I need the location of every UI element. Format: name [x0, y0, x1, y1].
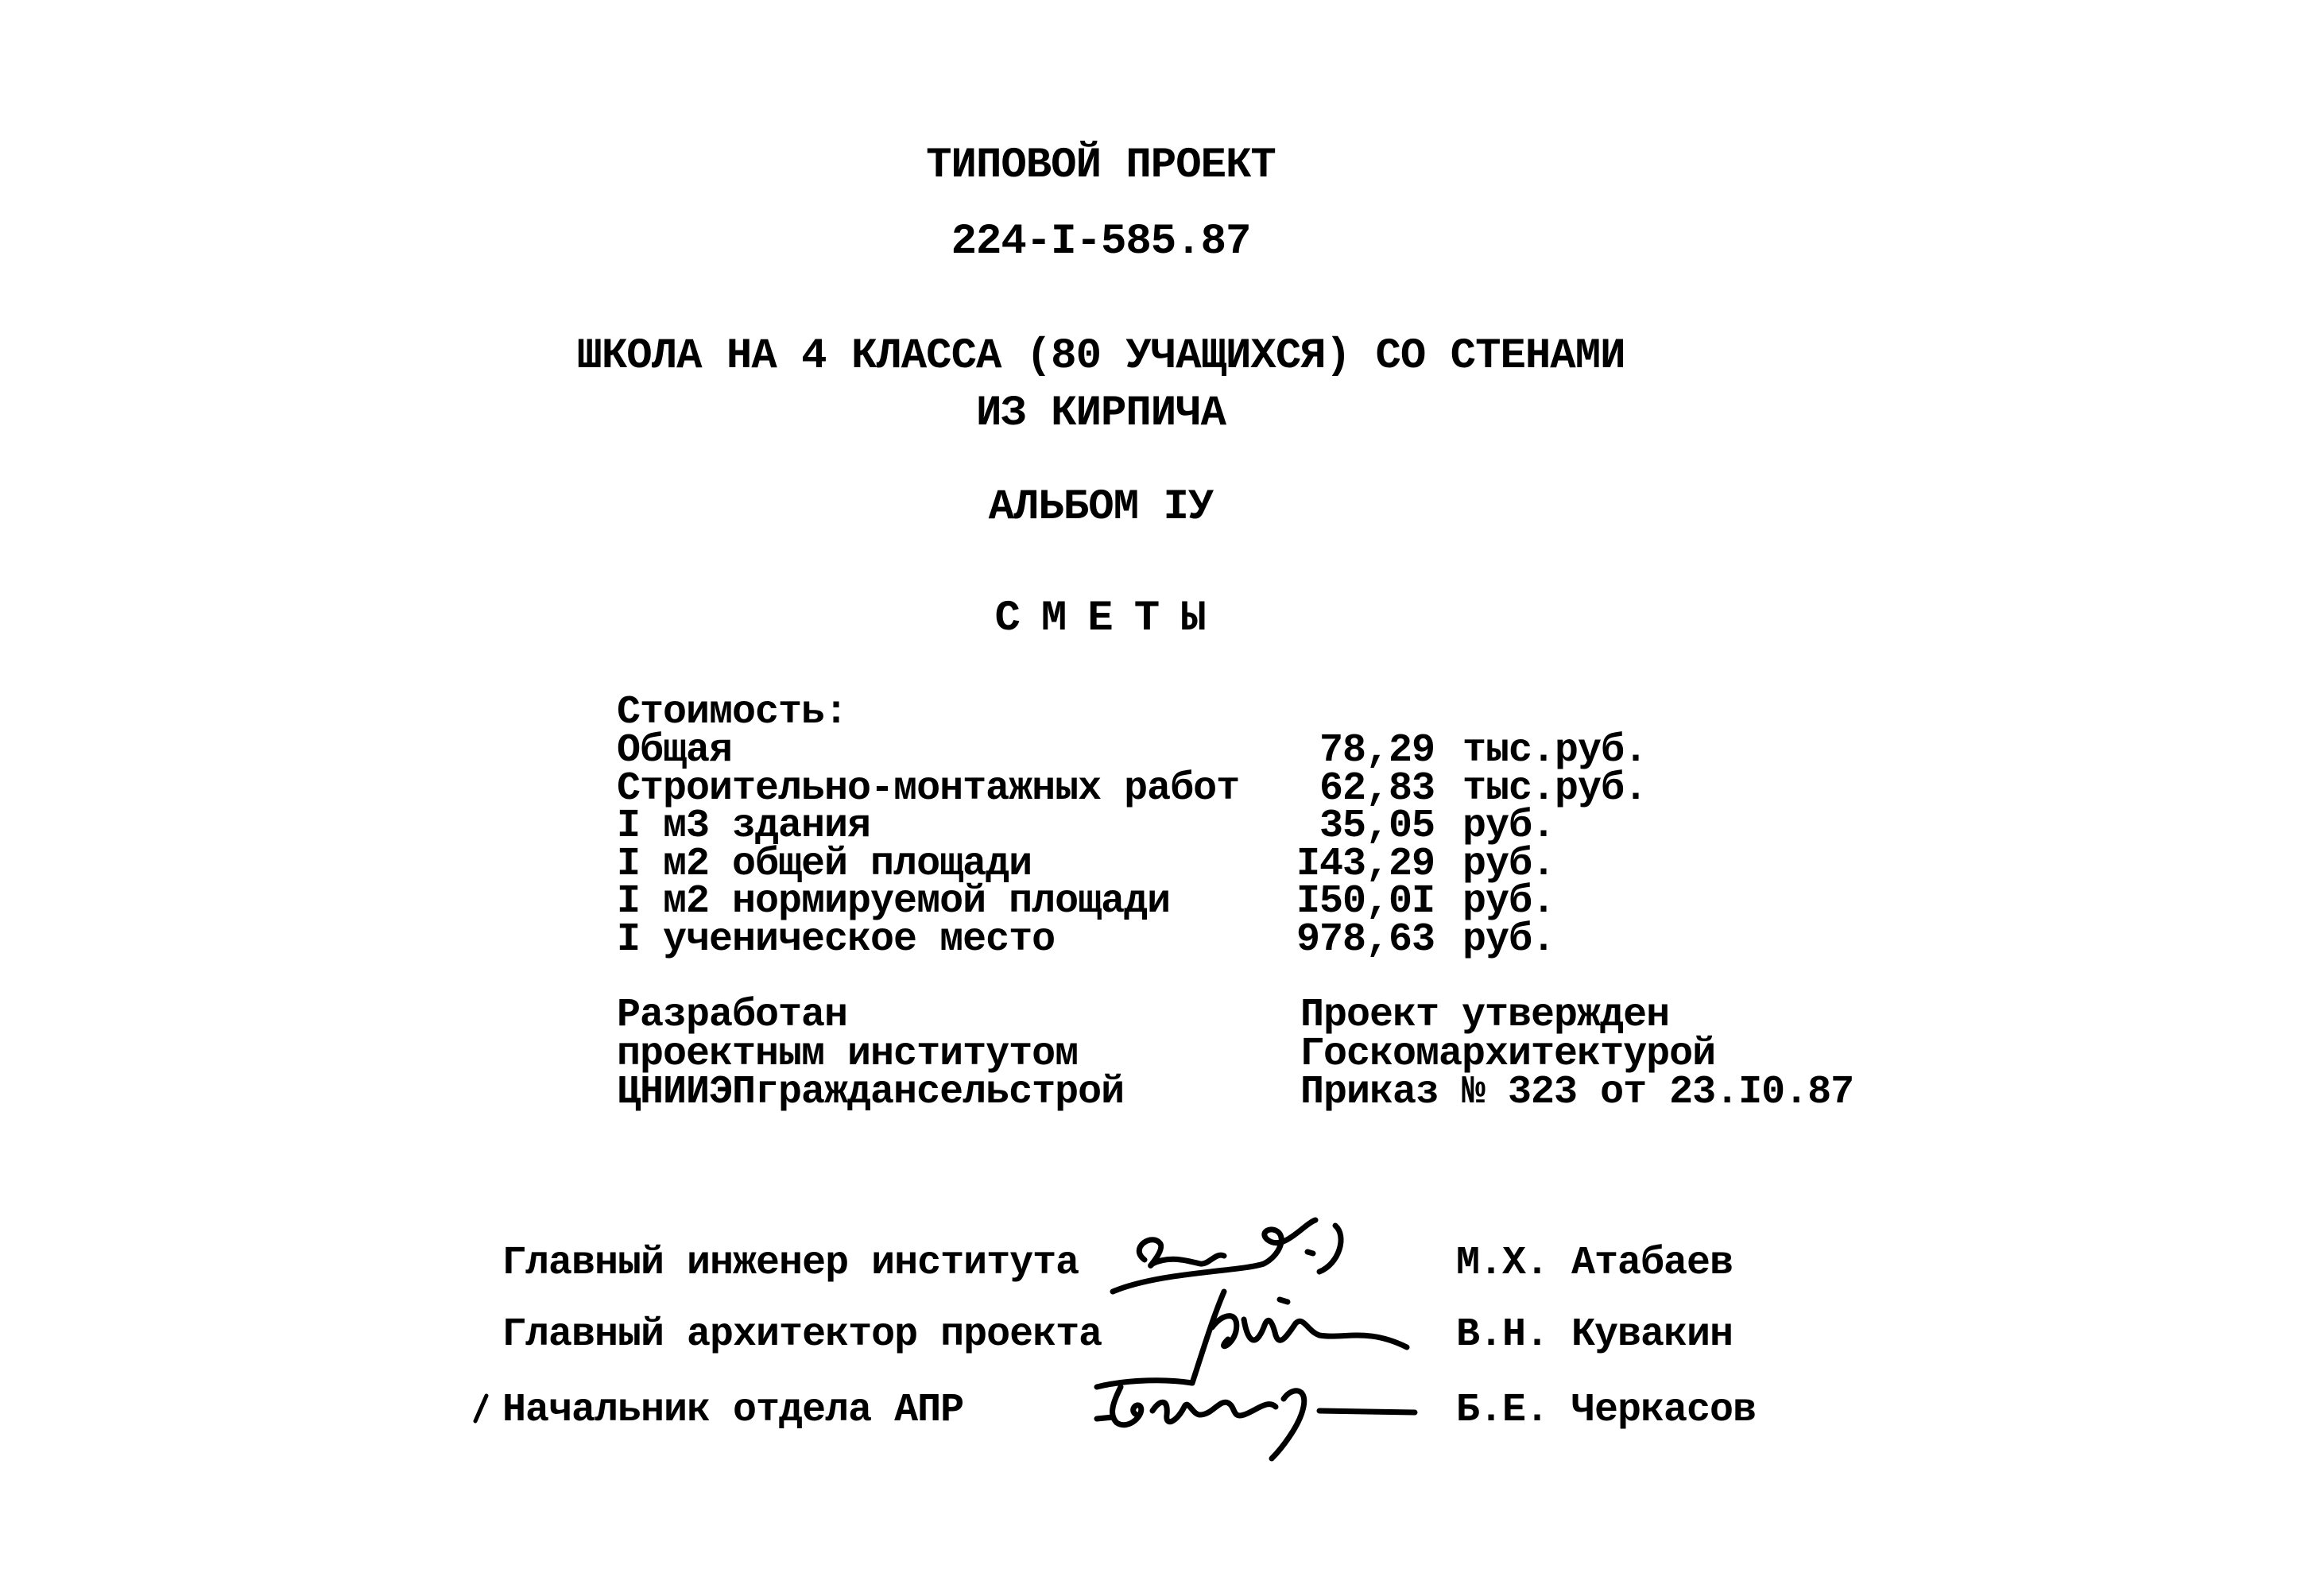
album-label: АЛЬБОМ IУ	[988, 483, 1214, 532]
project-title-line-1: ШКОЛА НА 4 КЛАССА (80 УЧАЩИХСЯ) СО СТЕНАМИ	[576, 332, 1625, 381]
developer-line-2: проектным институтом	[617, 1032, 1079, 1077]
cost-unit: тыс.руб.	[1462, 766, 1648, 812]
cost-heading: Стоимость:	[617, 690, 848, 735]
cost-label: I м2 нормируемой площади	[617, 879, 1171, 924]
project-title-line-2: ИЗ КИРПИЧА	[975, 389, 1226, 438]
section-title: СМЕТЫ	[994, 595, 1227, 643]
approval-line-1: Проект утвержден	[1300, 993, 1670, 1038]
cost-unit: руб.	[1462, 804, 1555, 849]
signature-image	[1081, 1371, 1431, 1466]
cost-value: 35,05	[1319, 804, 1435, 849]
cost-label: Общая	[617, 728, 733, 773]
approval-line-3: Приказ № 323 от 23.I0.87	[1300, 1070, 1854, 1115]
project-number: 224-I-585.87	[951, 218, 1251, 266]
signatory-name: В.Н. Кувакин	[1456, 1312, 1733, 1358]
cost-value: I50,0I	[1296, 879, 1435, 924]
signatory-position: Главный инженер института	[502, 1241, 1079, 1286]
developer-line-3: ЦНИИЭПграждансельстрой	[617, 1070, 1125, 1115]
cost-label: I ученическое место	[617, 917, 1056, 963]
signatory-name: М.Х. Атабаев	[1456, 1241, 1733, 1286]
developer-line-1: Разработан	[617, 993, 848, 1038]
signatory-position: Начальник отдела АПР	[502, 1388, 964, 1433]
cost-unit: руб.	[1462, 842, 1555, 887]
cost-value: 62,83	[1319, 766, 1435, 812]
cost-label: I м3 здания	[617, 804, 871, 849]
cost-unit: тыс.руб.	[1462, 728, 1648, 773]
cost-label: I м2 общей площади	[617, 842, 1032, 887]
cost-label: Строительно-монтажных работ	[617, 766, 1240, 812]
cost-unit: руб.	[1462, 879, 1555, 924]
margin-tick-mark	[469, 1393, 493, 1424]
cost-unit: руб.	[1462, 917, 1555, 963]
signatory-name: Б.Е. Черкасов	[1456, 1388, 1757, 1433]
project-type-label: ТИПОВОЙ ПРОЕКТ	[926, 141, 1276, 190]
cost-value: 978,63	[1296, 917, 1435, 963]
approval-line-2: Госкомархитектурой	[1300, 1032, 1716, 1077]
cost-value: I43,29	[1296, 842, 1435, 887]
cost-value: 78,29	[1319, 728, 1435, 773]
signatory-position: Главный архитектор проекта	[502, 1312, 1102, 1358]
